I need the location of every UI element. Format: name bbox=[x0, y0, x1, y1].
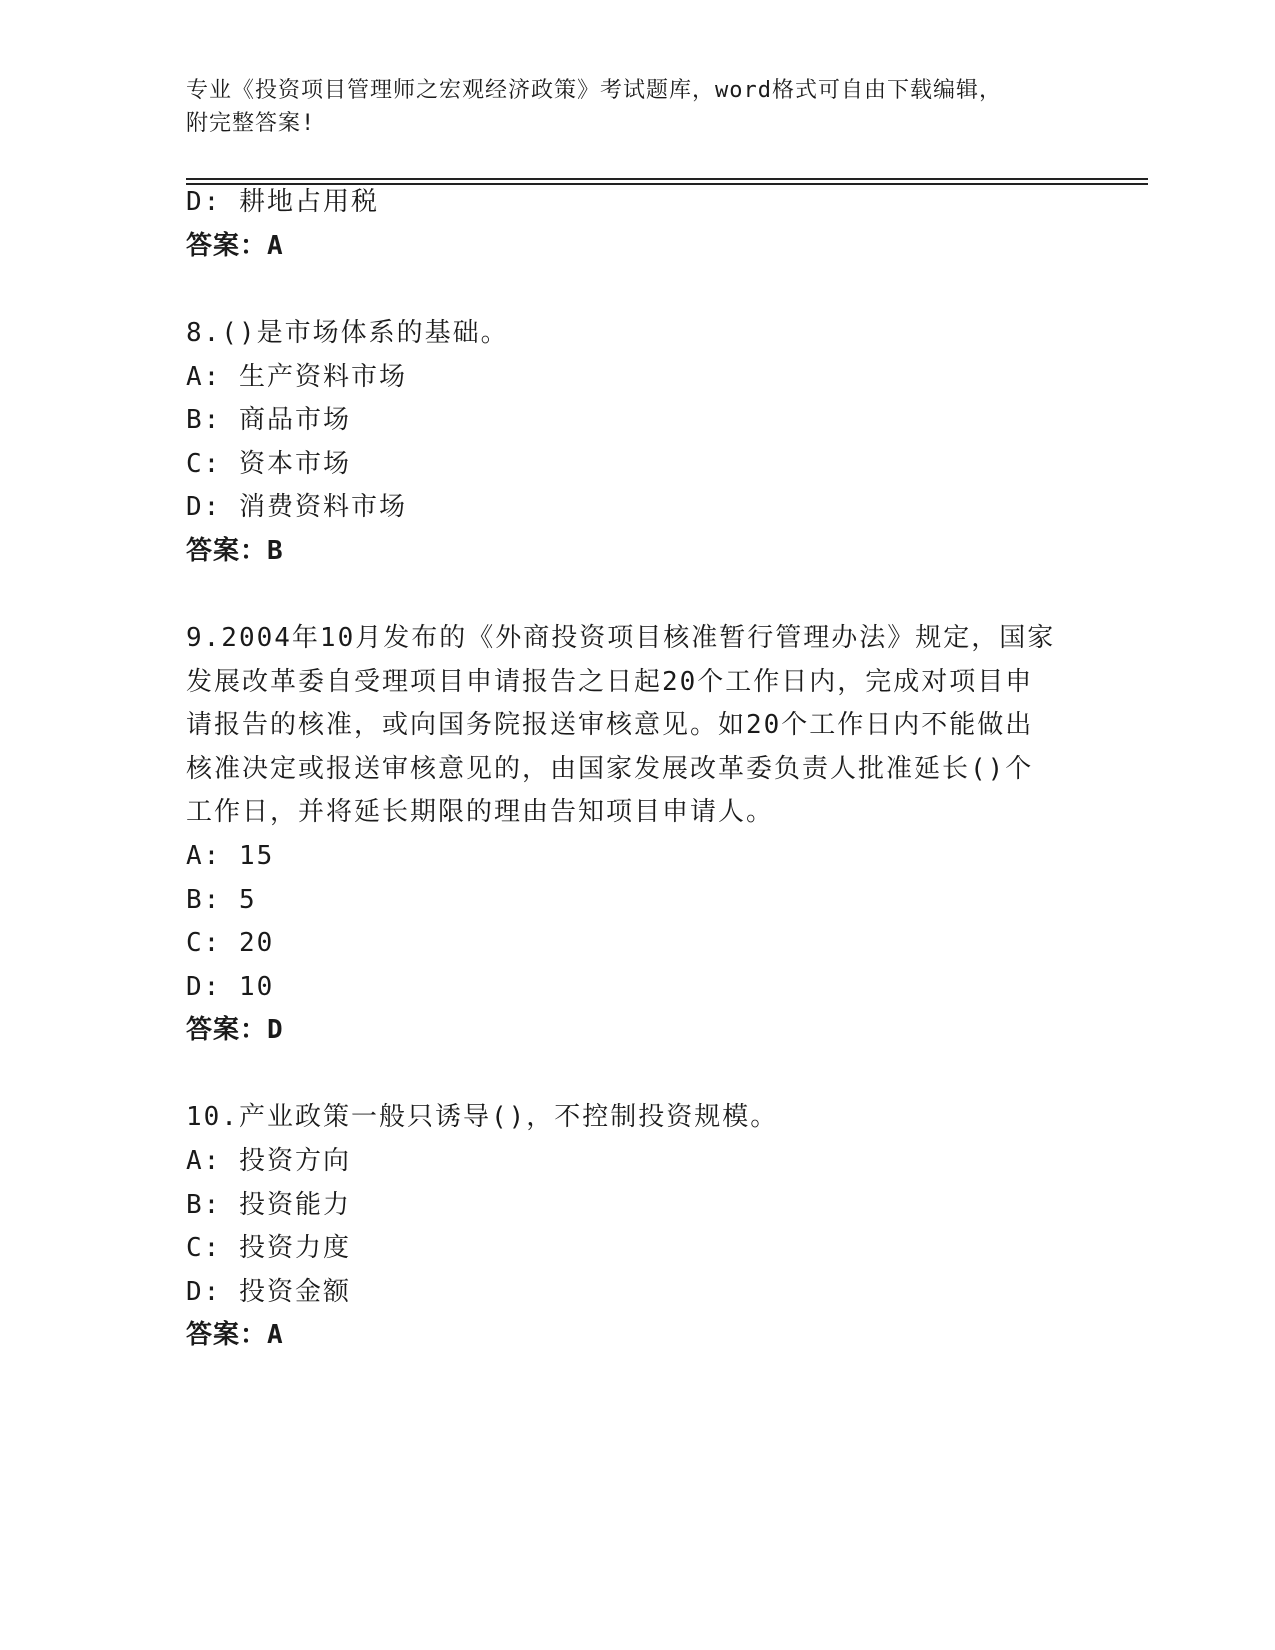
header-rule-bottom bbox=[186, 183, 1148, 185]
header-line-1: 专业《投资项目管理师之宏观经济政策》考试题库，word格式可自由下载编辑， bbox=[186, 78, 1002, 103]
q9-option-a: A: 15 bbox=[186, 841, 275, 871]
prev-answer: 答案：A bbox=[186, 231, 284, 261]
q9-stem-line-4: 核准决定或报送审核意见的，由国家发展改革委负责人批准延长()个 bbox=[186, 754, 1034, 784]
q10-option-a: A: 投资方向 bbox=[186, 1146, 351, 1176]
q9-answer: 答案：D bbox=[186, 1015, 284, 1045]
q10-answer: 答案：A bbox=[186, 1320, 284, 1350]
q8-option-d: D: 消费资料市场 bbox=[186, 492, 407, 522]
q9-stem-line-3: 请报告的核准，或向国务院报送审核意见。如20个工作日内不能做出 bbox=[186, 710, 1034, 740]
q10-option-b: B: 投资能力 bbox=[186, 1190, 351, 1220]
q10-stem: 10.产业政策一般只诱导()，不控制投资规模。 bbox=[186, 1102, 779, 1132]
q9-option-c: C: 20 bbox=[186, 928, 275, 958]
q10-option-c: C: 投资力度 bbox=[186, 1233, 351, 1263]
q9-stem-line-2: 发展改革委自受理项目申请报告之日起20个工作日内，完成对项目申 bbox=[186, 667, 1034, 697]
q10-option-d: D: 投资金额 bbox=[186, 1277, 351, 1307]
q8-answer: 答案：B bbox=[186, 536, 284, 566]
prev-option-d: D: 耕地占用税 bbox=[186, 187, 379, 217]
q9-option-d: D: 10 bbox=[186, 972, 275, 1002]
q9-stem-line-1: 9.2004年10月发布的《外商投资项目核准暂行管理办法》规定，国家 bbox=[186, 623, 1056, 653]
q8-option-c: C: 资本市场 bbox=[186, 449, 351, 479]
q9-stem-line-5: 工作日，并将延长期限的理由告知项目申请人。 bbox=[186, 797, 775, 827]
document-header bbox=[186, 74, 1066, 140]
q8-option-a: A: 生产资料市场 bbox=[186, 362, 407, 392]
q8-stem: 8.()是市场体系的基础。 bbox=[186, 318, 509, 348]
q8-option-b: B: 商品市场 bbox=[186, 405, 351, 435]
q9-option-b: B: 5 bbox=[186, 885, 257, 915]
header-line-2: 附完整答案! bbox=[186, 111, 316, 136]
header-rule-top bbox=[186, 178, 1148, 180]
